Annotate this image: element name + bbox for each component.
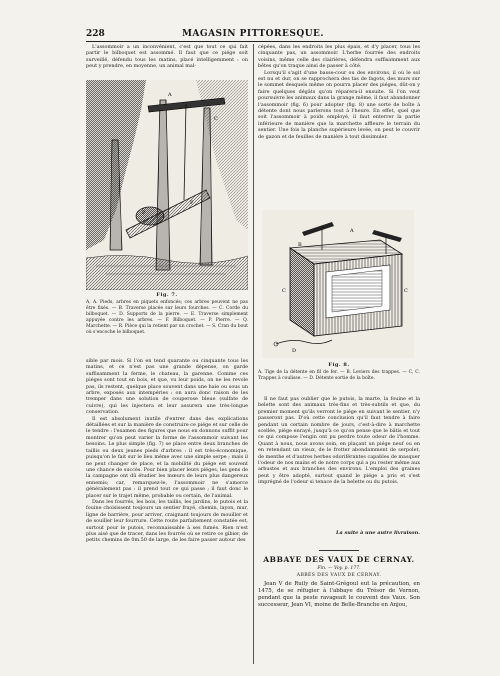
figure-8-label: Fig. 8. <box>328 362 350 368</box>
fig8-letter-c2: C <box>404 288 408 294</box>
page-header <box>86 28 420 40</box>
paragraph: Dans les fourrés, les bois, les taillis, les jardins, le putois et la fouine choisissent toujours un sentier frayé, chemin, layon, mur, ligne de barrière, pour arriver, craignant toujours de mouiller et de souiller leur fourrure. Cette route parfaitement constatée est, surtout pour le putois, reconnaissable à ses fumés. Rien n'est plus aisé que de tracer, dans les fourrés où se retire ce gibier, de petits chemins de 0m.50 de large, de les faire passer autour des <box>86 498 248 544</box>
article-abbaye <box>258 550 420 609</box>
paragraph: cépées, dans les endroits les plus épais, et d'y placer, tous les cinquante pas, un assommoir. L'herbe fourrée des endroits voisins, même celle des clairières, défendra suffisamment aux bêtes qu'on traque ainsi de passer à côté. <box>258 44 420 70</box>
figure-8-illustration <box>262 210 414 358</box>
left-column <box>86 44 248 76</box>
column-divider <box>253 44 254 664</box>
continuation-note: La suite à une autre livraison. <box>336 530 420 536</box>
paragraph: Jean V de Ruily de Saint-Grégoul eut la précaution, en 1475, de se réfugier à l'abbaye du Trésor de Vernon, pendant que la peste ravageait le couvent des Vaux. Son successeur, Jean VI, moine de Belle-Branche en Anjou, <box>258 581 420 608</box>
article-rule <box>319 550 359 551</box>
fig7-letter-a: A <box>168 92 172 98</box>
left-top-text <box>86 44 248 76</box>
article-text <box>258 581 420 609</box>
paragraph: L'assommoir a un inconvénient, c'est que tout ce qui fait partir le bilboquet est assommé. Il faut que ce piége soit surveillé, défendu tous les matins, placé intelligemment : on peut y prendre, en moyenne, un animal mal- <box>86 44 248 70</box>
running-title: MAGASIN PITTORESQUE. <box>181 29 325 39</box>
left-bottom-text <box>86 358 248 664</box>
fig8-letter-b: B <box>298 242 302 248</box>
figure-7-caption: A, A. Pieds, arbres en piquets enfoncés; ces arbres peuvent ne pas être fixés. — B. Traverse placée sur leurs fourches. — C. Corde du bilboquet. — D. Supports de la pierre. — E. Traverse simplement appuyée contre les arbres. — F. Bilboquet. — P. Pierre. — Q. Marchette. — R. Pièce qui la retient par un crochet. — S. Cran du bout où s'encoche le bilboquet. <box>86 300 248 335</box>
header-rule <box>86 41 420 42</box>
fig8-letter-d: D <box>292 348 297 354</box>
fig8-letter-c: C <box>282 288 286 294</box>
paragraph: Il ne faut pas oublier que le putois, la marte, la fouine et la belette sont des animaux très-fins et très-subtils et que, du premier moment qu'ils verront le piége en suivant le sentier, n'y passeront pas. D'où cette conclusion qu'il faut tendre à faire pendant un certain nombre de jours, c'est-à-dire à marchette scellée, piége enrayé, jusqu'à ce qu'on pense que le bâtis et tout ce qui compose l'engin ont pu perdre toute odeur de l'homme. Quant à nous, nous avons soin, en plaçant un piége neuf ou en en retendant un vieux, de le frotter abondamment de serpolet, de menthe et d'autres herbes odoriférantes capables de masquer l'odeur de nos mains et de notre corps qui a pu rester même aux arbustes et aux branches des environs. L'emploi des graines peut y être adopté, surtout quand le piége a pris et s'est imprégné de l'odeur si tenace de la belette ou du putois. <box>258 396 420 486</box>
paragraph: sible par mois. Si l'on en tend quarante ou cinquante tous les matins, et ce n'est pas une grande dépense, on garde suffisamment la ferme, le chateau, la garenne. Comme ces piéges sont tout en bois, et que, vu leur poids, on ne les revole pas, ils restent, quelque place souvent dans une haie ou sous un arbre, exposés aux intempéries : on aura donc raison de les tremper dans une solution de couperose bleue (sulfate de cuivre), qui les injectera et leur assurera une très-longue conservation. <box>86 358 248 416</box>
fig8-letter-a: A <box>350 228 354 234</box>
trap-engraving <box>86 80 248 290</box>
paragraph: Lorsqu'il s'agit d'une basse-cour ou des environs, il où le sol est nu et dur, on se rapprochera des tas de fagots, des murs sur le sommet desquels même on pourra placer des piéges, dût-on y faire quelques dégâts qu'on réparera-il ensuite. Si l'on veut poursuivre les animaux dans la grange même, il faut abandonner l'assommoir (fig. 6) pour adopter (fig. 8) une sorte de boîte à détente dont nous parlerons tout à l'heure. En effet, quel que soit l'assommoir à poids employé, il faut enterrer la partie inférieure de manière que la marchette affleure le terrain du sentier. Une fois la planche supérieure levée, on peut le couvrir de gazon et de feuilles de manière à tout dissimuler. <box>258 69 420 140</box>
figure-7-illustration <box>86 80 248 290</box>
right-top-text <box>258 44 420 202</box>
figure-7-caption-block <box>86 292 248 336</box>
figure-7-label: Fig. 7. <box>156 292 178 298</box>
article-title: ABBAYE DES VAUX DE CERNAY. <box>263 555 415 564</box>
figure-8-caption-block <box>258 362 420 382</box>
article-subtitle: ABBÉS DES VAUX DE CERNAY. <box>296 573 382 578</box>
fig7-letter-p: P <box>142 210 146 216</box>
article-fin: Fin. — Voy. p. 177. <box>317 566 361 571</box>
paragraph: Il est absolument inutile d'entrer dans des explications détaillées et sur la manière de construire ce piége et sur celle de le tendre : l'examen des figures que nous en donnons suffit pour montrer qu'on peut varier la forme de l'assommoir suivant les besoins. Le plus simple (fig. 7) se place entre deux branches de taillis ou deux jeunes pieds d'arbres : il est très-économique, puisqu'on le fait sur le lieu même avec une simple serpe ; mais il ne peut changer de place, et la mobilité du piége est souvent une chance de succès. Pour bien placer leurs piéges, les gens de la campagne ont dû étudier les mœurs de leurs plus dangereux ennemis; car, remarquez-le, l'assommoir ne s'amorce généralement pas : il prend tout ce qui passe ; il faut donc le placer sur le trajet même, probable ou certain, de l'animal. <box>86 415 248 499</box>
page-number: 228 <box>86 29 105 39</box>
fig7-letter-f: F <box>190 200 194 206</box>
fig7-letter-c: C <box>214 116 218 122</box>
box-trap-engraving <box>262 210 414 358</box>
figure-8-caption: A. Tige de la détente en fil de fer. — B. Leviers des trappes. — C, C. Trappes à coulisse. — D. Détente sortie de la boîte. <box>258 370 420 381</box>
right-bottom-text <box>258 396 420 528</box>
